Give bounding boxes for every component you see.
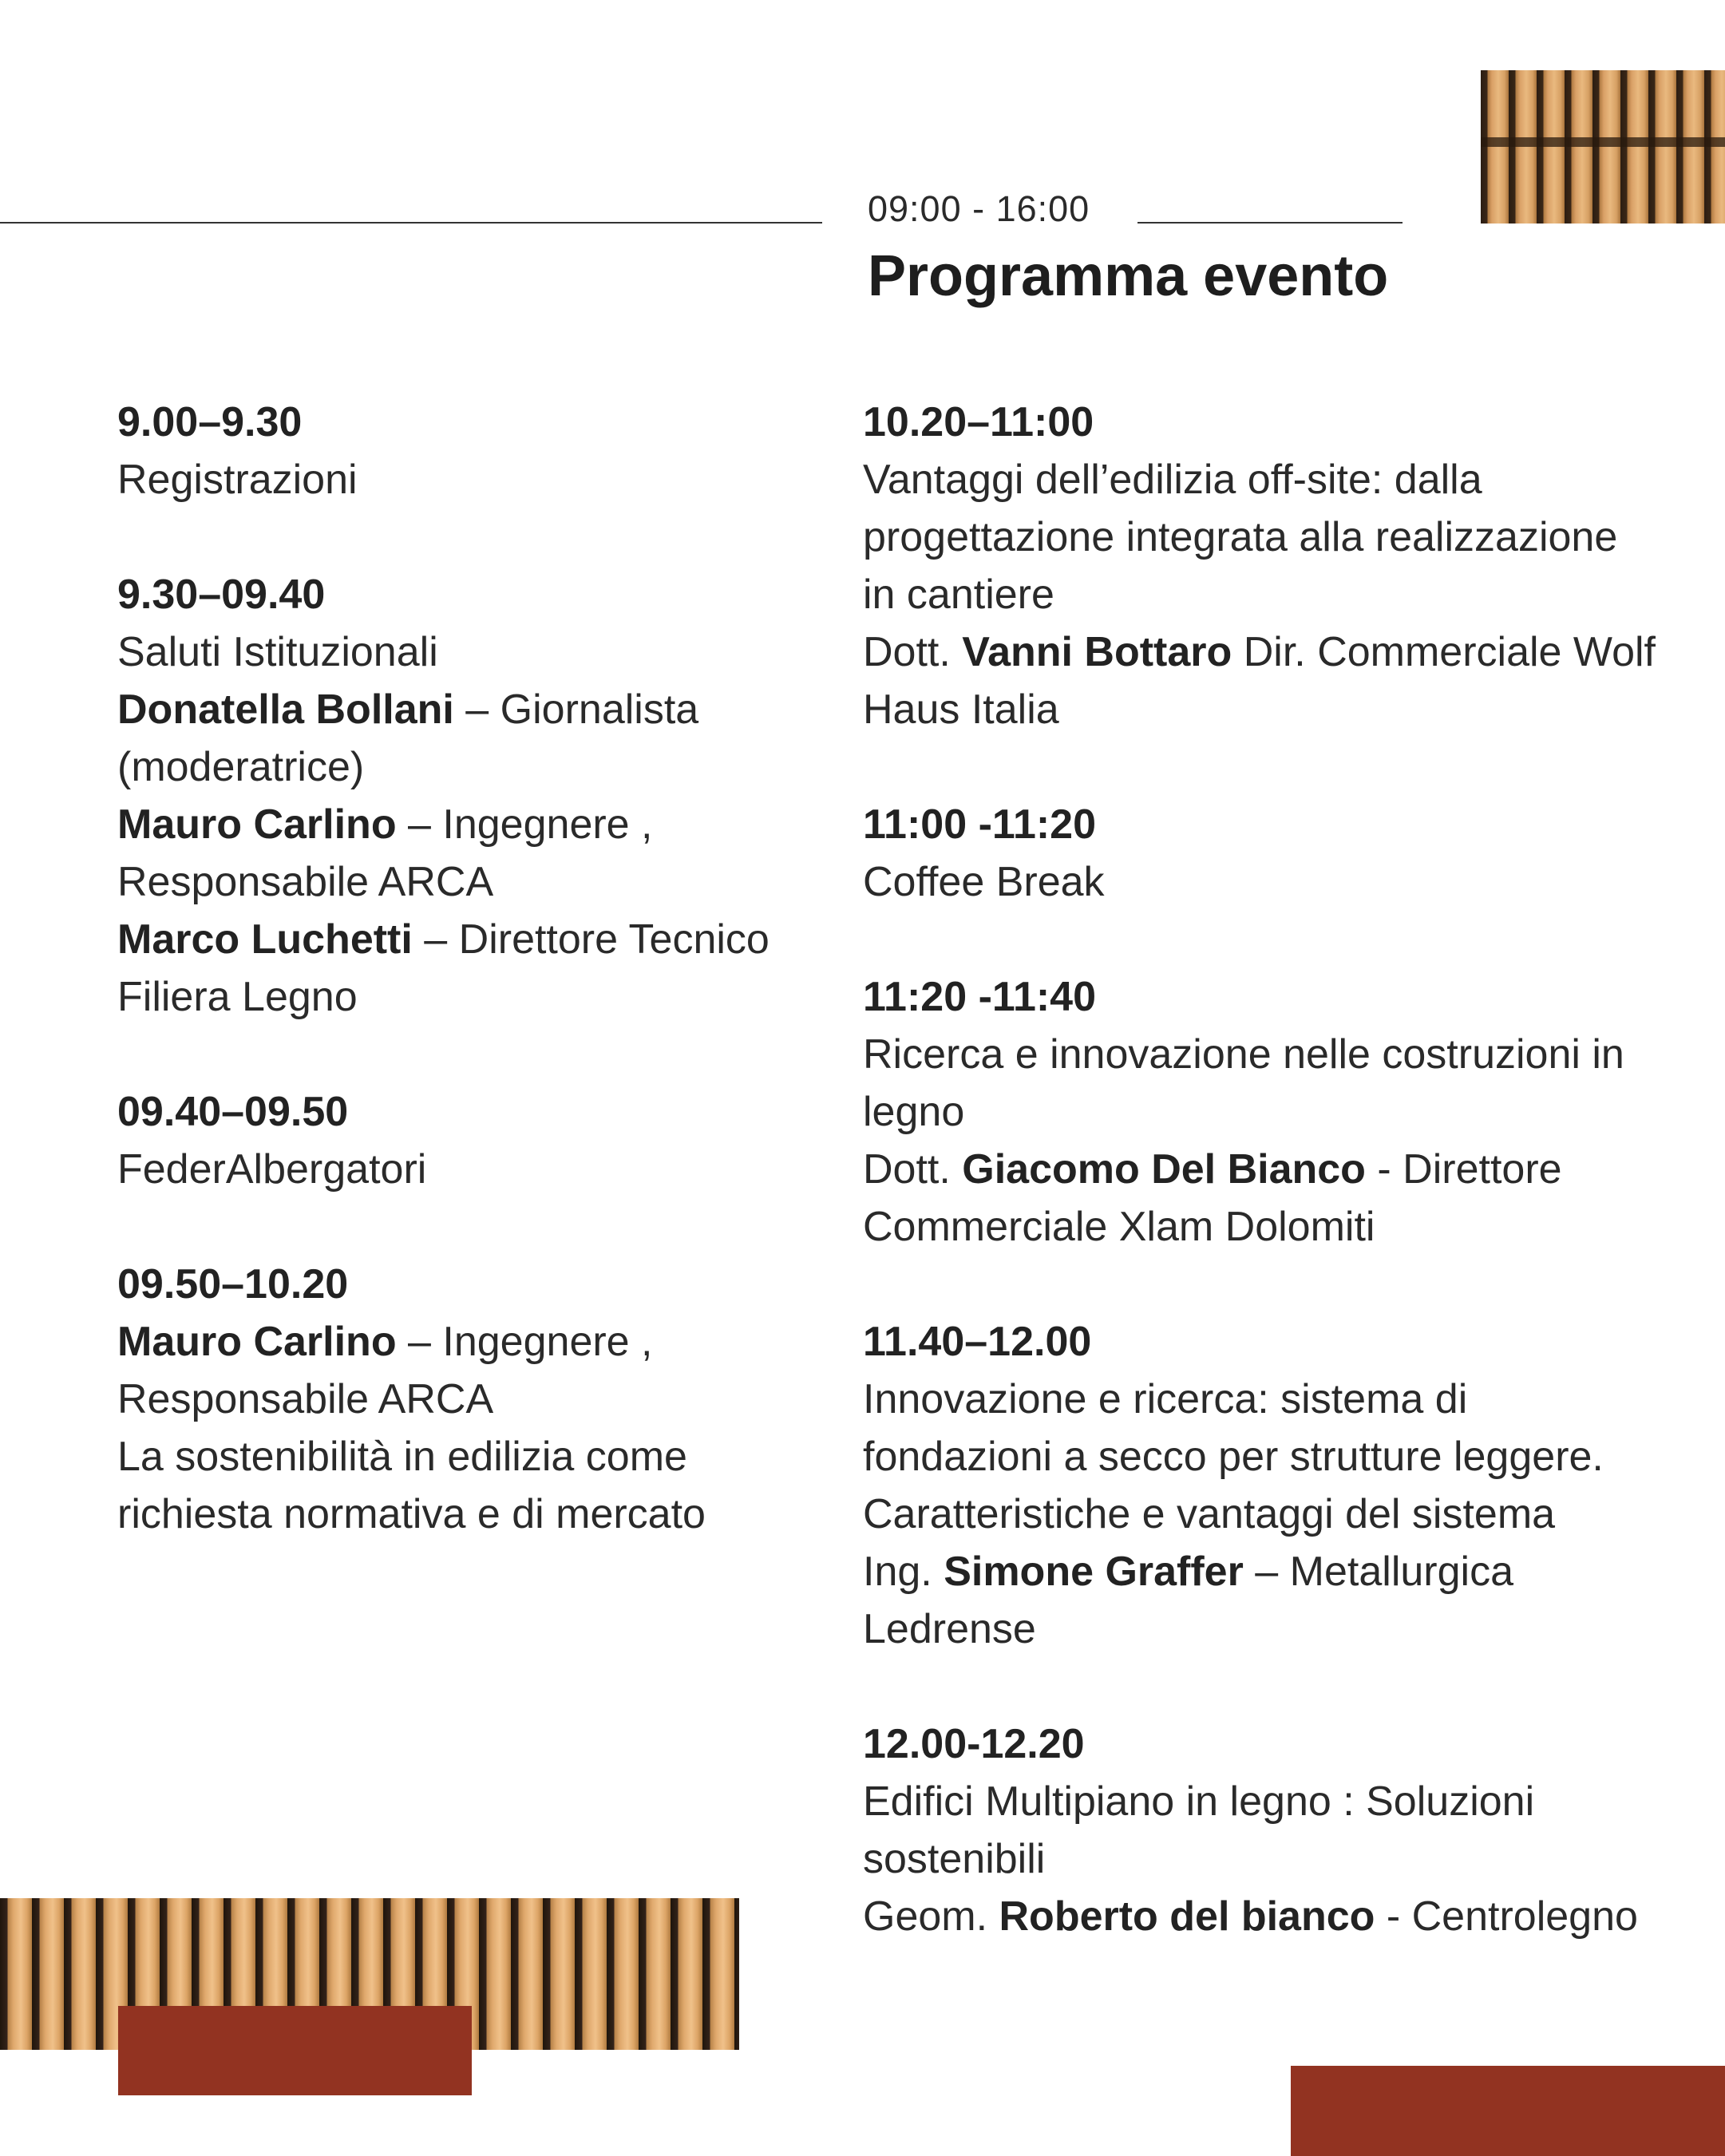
schedule-slot [117,566,820,1026]
schedule-slot [863,796,1693,911]
schedule-slot [863,394,1693,738]
slot-topic: progettazione integrata alla realizzazione [863,514,1618,560]
speaker-prefix: Ing. [863,1549,944,1595]
speaker-role-cont: Commerciale Xlam Dolomiti [863,1204,1375,1250]
slot-topic: Ricerca e innovazione nelle costruzioni in [863,1031,1624,1078]
slot-topic: La sostenibilità in edilizia come [117,1434,687,1480]
speaker-name: Roberto del bianco [999,1893,1375,1940]
speaker-role: Dir. Commerciale Wolf [1232,629,1656,675]
speaker-prefix: Dott. [863,1146,963,1193]
schedule-slot [117,1083,820,1198]
slot-topic: Innovazione e ricerca: sistema di [863,1376,1468,1422]
speaker-name: Mauro Carlino [117,1319,397,1365]
slot-time: 09.40–09.50 [117,1089,349,1135]
speaker-line [863,623,1693,681]
speaker-role-cont: Ledrense [863,1606,1036,1652]
speaker-line [117,1313,820,1371]
speaker-name: Giacomo Del Bianco [962,1146,1366,1193]
speaker-prefix: Dott. [863,629,963,675]
speaker-line [117,681,820,738]
speaker-name: Simone Graffer [944,1549,1244,1595]
slot-time: 10.20–11:00 [863,399,1094,445]
page-title: Programma evento [868,244,1389,308]
speaker-role: – Ingegnere , [396,1319,653,1365]
schedule-slot [863,1715,1693,1945]
speaker-line [863,1141,1693,1198]
slot-topic: Vantaggi dell’edilizia off-site: dalla [863,457,1482,503]
slot-time: 9.00–9.30 [117,399,303,445]
speaker-name: Mauro Carlino [117,801,397,848]
slot-title: FederAlbergatori [117,1146,427,1193]
speaker-line [117,796,820,853]
schedule-slot [117,1256,820,1543]
speaker-role-cont: (moderatrice) [117,744,365,790]
speaker-line [863,1543,1693,1600]
slot-topic: Edifici Multipiano in legno : Soluzioni [863,1778,1535,1825]
schedule-slot [863,968,1693,1256]
slot-time: 11:20 -11:40 [863,974,1097,1020]
event-time-range: 09:00 - 16:00 [868,188,1090,229]
slot-topic: legno [863,1089,965,1135]
speaker-role: – Direttore Tecnico [412,916,770,963]
speaker-prefix: Geom. [863,1893,999,1940]
speaker-name: Marco Luchetti [117,916,413,963]
slot-time: 11:00 -11:20 [863,801,1097,848]
speaker-role: - Direttore [1365,1146,1562,1193]
speaker-role: – Ingegnere , [396,801,653,848]
slot-topic: fondazioni a secco per strutture leggere. [863,1434,1604,1480]
slot-topic: richiesta normativa e di mercato [117,1491,706,1537]
accent-block-right [1291,2066,1725,2156]
slot-title: Saluti Istituzionali [117,629,438,675]
slot-time: 12.00-12.20 [863,1721,1085,1767]
slot-topic: Caratteristiche e vantaggi del sistema [863,1491,1556,1537]
wood-slats-top-decoration [1481,70,1725,224]
schedule-left-column [117,394,820,1600]
accent-block-left [118,2006,472,2095]
header-rule-left [0,222,822,224]
speaker-role: – Metallurgica [1243,1549,1513,1595]
slot-time: 09.50–10.20 [117,1261,349,1307]
speaker-role-cont: Responsabile ARCA [117,1376,494,1422]
slot-topic: in cantiere [863,572,1054,618]
speaker-name: Donatella Bollani [117,686,454,733]
speaker-line [863,1888,1693,1945]
schedule-right-column [863,394,1693,2003]
slot-title: Coffee Break [863,859,1105,905]
slot-time: 9.30–09.40 [117,572,326,618]
header-rule-right [1137,222,1403,224]
schedule-slot [863,1313,1693,1658]
speaker-role: – Giornalista [453,686,699,733]
speaker-name: Vanni Bottaro [962,629,1232,675]
schedule-slot [117,394,820,508]
slot-time: 11.40–12.00 [863,1319,1092,1365]
speaker-role: - Centrolegno [1375,1893,1638,1940]
speaker-role-cont: Haus Italia [863,686,1059,733]
slot-topic: sostenibili [863,1836,1046,1882]
slot-title: Registrazioni [117,457,358,503]
speaker-role-cont: Filiera Legno [117,974,358,1020]
speaker-role-cont: Responsabile ARCA [117,859,494,905]
speaker-line [117,911,820,968]
